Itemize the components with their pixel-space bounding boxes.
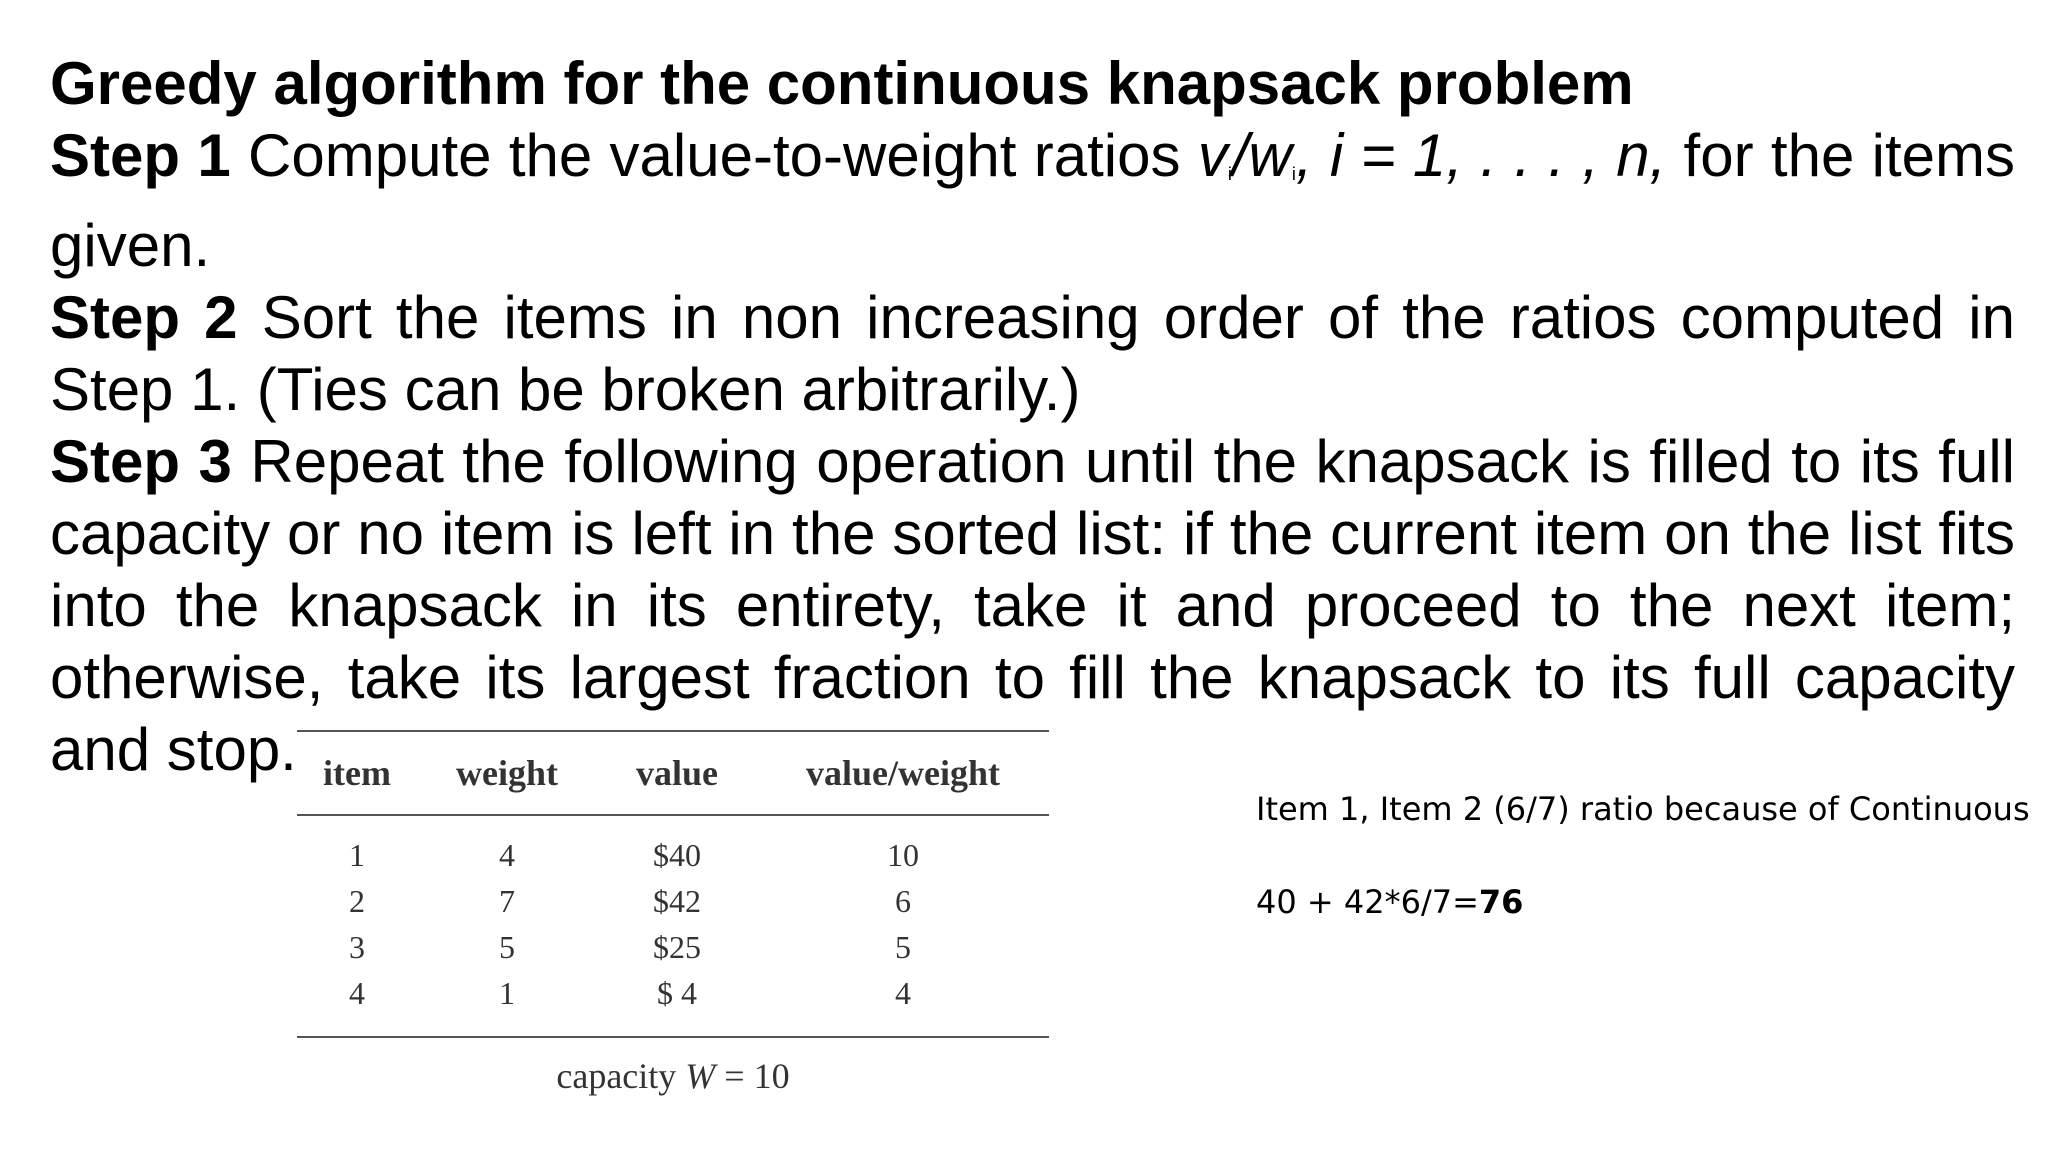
cell-ratio: 6 bbox=[895, 882, 911, 919]
cell-ratio: 4 bbox=[895, 974, 911, 1011]
header-weight: weight bbox=[456, 753, 558, 793]
knapsack-table bbox=[297, 730, 1049, 1038]
cell-value: $ 4 bbox=[657, 974, 697, 1011]
step-2-label: Step 2 bbox=[50, 284, 238, 351]
step-1-label: Step 1 bbox=[50, 122, 231, 189]
cell-weight: 4 bbox=[499, 836, 515, 873]
step-3-text: Repeat the following operation until the knapsack is filled to its full capacity or no item is left in the sorted list: if the current item on the list fits into the knapsack in its entirety, take it and proceed to the next item; otherwise, take its largest fraction to fill the knapsack to its full capacity and stop. bbox=[50, 428, 2015, 783]
ratio-v-sub: i bbox=[1227, 164, 1232, 184]
cell-item: 2 bbox=[349, 882, 365, 919]
table-row bbox=[297, 816, 1049, 878]
capacity-value: = 10 bbox=[715, 1056, 790, 1096]
ratio-w: w bbox=[1248, 122, 1292, 189]
step-2 bbox=[50, 282, 2015, 426]
table-row bbox=[297, 878, 1049, 924]
slide-title: Greedy algorithm for the continuous knapsack problem bbox=[50, 50, 1634, 117]
ratio-w-sub: i bbox=[1291, 164, 1296, 184]
cell-value: $40 bbox=[653, 836, 701, 873]
index-mid: , i = bbox=[1295, 122, 1413, 189]
cell-weight: 7 bbox=[499, 882, 515, 919]
total-value-calculation bbox=[1256, 883, 1523, 921]
header-ratio: value/weight bbox=[806, 753, 1000, 793]
table-header-row bbox=[297, 732, 1049, 814]
table-row bbox=[297, 970, 1049, 1036]
cell-value: $25 bbox=[653, 928, 701, 965]
calc-expression: 40 + 42*6/7= bbox=[1256, 883, 1479, 921]
step-2-text: Sort the items in non increasing order of the ratios computed in Step 1. (Ties can be broken arbitrarily.) bbox=[50, 284, 2016, 423]
cell-weight: 5 bbox=[499, 928, 515, 965]
cell-ratio: 10 bbox=[887, 836, 919, 873]
cell-weight: 1 bbox=[499, 974, 515, 1011]
cell-item: 1 bbox=[349, 836, 365, 873]
table-bottom-rule bbox=[297, 1036, 1049, 1038]
algorithm-text bbox=[50, 48, 2015, 786]
table-row bbox=[297, 924, 1049, 970]
cell-ratio: 5 bbox=[895, 928, 911, 965]
step-1-text-post: for the items given. bbox=[50, 122, 2015, 279]
capacity-variable: W bbox=[685, 1056, 716, 1096]
ratio-slash: / bbox=[1231, 122, 1249, 189]
selection-note: Item 1, Item 2 (6/7) ratio because of Continuous bbox=[1256, 790, 2030, 828]
cell-value: $42 bbox=[653, 882, 701, 919]
capacity-prefix: capacity bbox=[556, 1056, 686, 1096]
calc-result: 76 bbox=[1478, 883, 1524, 921]
step-1 bbox=[50, 120, 2015, 282]
cell-item: 4 bbox=[349, 974, 365, 1011]
cell-item: 3 bbox=[349, 928, 365, 965]
capacity-label bbox=[297, 1055, 1049, 1097]
step-3-label: Step 3 bbox=[50, 428, 232, 495]
header-item: item bbox=[323, 753, 391, 793]
index-seq: 1, . . . , n, bbox=[1412, 122, 1667, 189]
step-1-text-pre: Compute the value-to-weight ratios bbox=[230, 122, 1198, 189]
header-value: value bbox=[635, 753, 718, 793]
ratio-v: v bbox=[1197, 122, 1228, 189]
